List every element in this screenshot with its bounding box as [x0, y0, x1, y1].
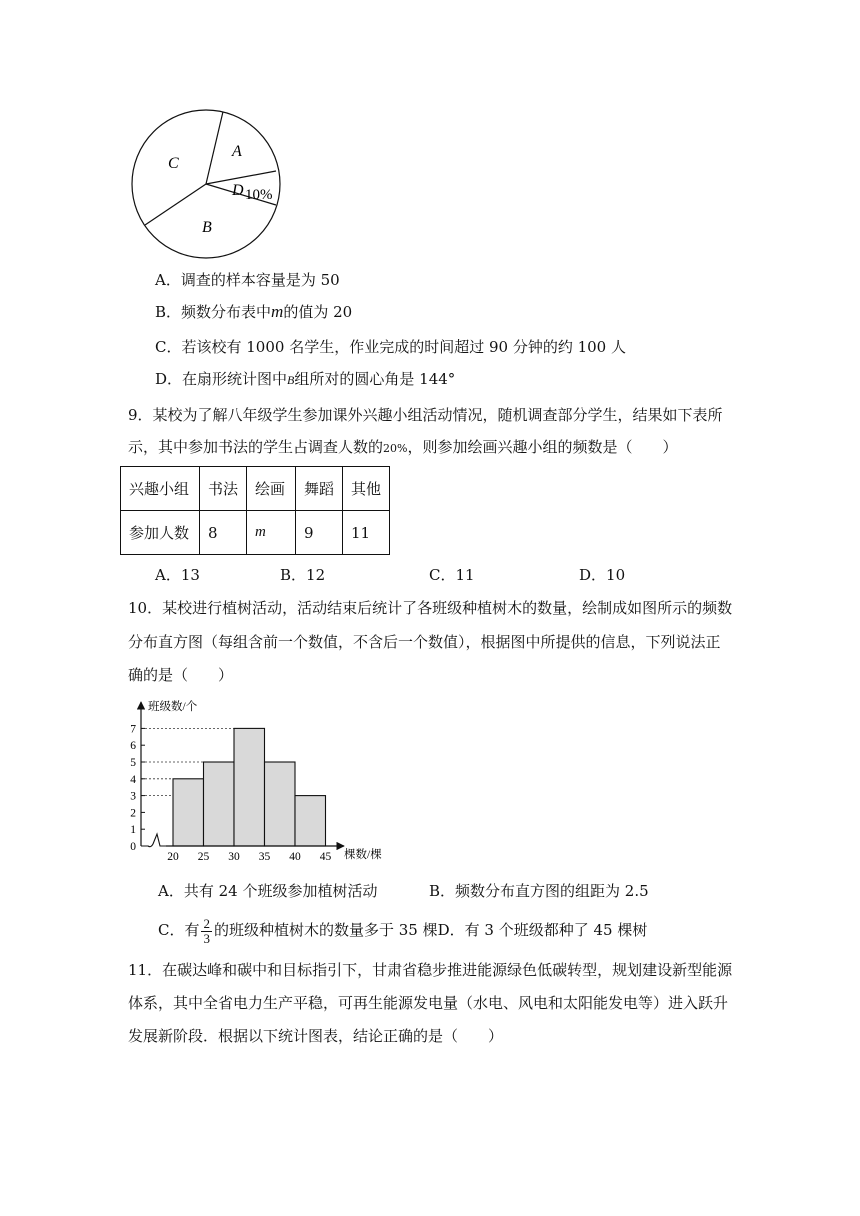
pie-label-a: A: [232, 143, 242, 160]
table-cell: 绘画: [247, 467, 296, 511]
q9-stem-post: ，则参加绘画兴趣小组的频数是（ ）: [407, 438, 678, 456]
q8-option-c: [155, 337, 626, 357]
y-tick-label: 2: [130, 807, 136, 820]
x-axis-label: 棵数/棵: [344, 849, 382, 861]
q8-option-d-var: B: [287, 373, 295, 387]
q10-option-c-pre: C．有: [158, 921, 200, 939]
histogram-bar: [204, 762, 235, 846]
q8-option-d-letter: D．: [155, 370, 183, 388]
table-cell: 11: [343, 511, 390, 555]
table-cell: m: [247, 511, 296, 555]
histogram-chart: [118, 696, 398, 868]
y-tick-label: 3: [130, 790, 136, 803]
table-cell: 兴趣小组: [121, 467, 200, 511]
table-cell: 舞蹈: [296, 467, 343, 511]
y-tick-label: 0: [130, 841, 136, 853]
q8-option-b-post: 的值为 20: [283, 303, 353, 321]
y-tick-label: 4: [130, 773, 136, 786]
q8-option-d-post: 组所对的圆心角是 144°: [294, 370, 456, 388]
q8-option-a: [155, 270, 340, 290]
pie-label-d: D: [232, 182, 244, 199]
x-tick-label: 45: [319, 851, 332, 863]
q9-stem-line1: 9．某校为了解八年级学生参加课外兴趣小组活动情况，随机调查部分学生，结果如下表所: [128, 406, 723, 424]
q8-option-c-letter: C．: [155, 338, 182, 356]
q8-option-c-text: 若该校有 1000 名学生，作业完成的时间超过 90 分钟的约 100 人: [181, 338, 626, 356]
q8-option-b-pre: 频数分布表中: [181, 303, 272, 321]
x-tick-label: 35: [258, 851, 271, 863]
table-cell: 参加人数: [121, 511, 200, 555]
q8-option-b: [155, 302, 352, 322]
q10-stem-line1: 10．某校进行植树活动，活动结束后统计了各班级种植树木的数量，绘制成如图所示的频数: [128, 599, 733, 617]
pie-label-b: B: [202, 219, 212, 236]
table-cell: 其他: [343, 467, 390, 511]
fraction: [201, 917, 212, 946]
q8-option-d-pre: 在扇形统计图中: [182, 370, 288, 388]
q10-option-c-post: 的班级种植树木的数量多于 35 棵: [213, 921, 438, 939]
histogram-bar: [265, 762, 296, 846]
q9-stem-pre: 示，其中参加书法的学生占调查人数的: [128, 438, 384, 456]
q9-option-b: B．12: [280, 566, 326, 584]
table-row: [121, 467, 390, 511]
q11-stem-line3: 发展新阶段．根据以下统计图表，结论正确的是（ ）: [128, 1027, 504, 1045]
q11-stem-line1: 11．在碳达峰和碳中和目标指引下，甘肃省稳步推进能源绿色低碳转型，规划建设新型能源: [128, 961, 733, 979]
axis-break: [141, 834, 166, 847]
q10-stem-line3: 确的是（ ）: [128, 666, 234, 684]
y-tick-label: 5: [130, 757, 136, 769]
x-tick-label: 30: [228, 851, 240, 863]
x-tick-label: 25: [197, 851, 210, 863]
q10-option-c: [158, 914, 647, 946]
histogram-bar: [295, 796, 326, 846]
histogram-bar: [234, 728, 265, 846]
q9-option-d: D．10: [579, 566, 626, 584]
q10-option-d: D．有 3 个班级都种了 45 棵树: [437, 921, 648, 939]
table-cell: 书法: [200, 467, 247, 511]
x-tick-label: 20: [167, 851, 179, 863]
y-axis-label: 班级数/个: [148, 701, 198, 713]
pie-label-c: C: [168, 155, 179, 172]
q10-stem-line2: 分布直方图（每组含前一个数值，不含后一个数值），根据图中所提供的信息，下列说法正: [128, 633, 721, 651]
q8-option-a-letter: A．: [155, 271, 181, 289]
q9-table: [120, 466, 390, 555]
fraction-denominator: 3: [203, 930, 210, 946]
y-tick-label: 6: [130, 740, 136, 753]
q9-option-c: C．11: [429, 566, 475, 584]
q8-option-b-var: m: [271, 302, 284, 321]
q9-stem-pct: 20%: [383, 442, 408, 455]
pie-chart: [128, 106, 286, 262]
x-tick-label: 40: [289, 851, 301, 863]
q10-option-a: A．共有 24 个班级参加植树活动: [158, 882, 378, 900]
fraction-numerator: 2: [203, 915, 210, 931]
table-cell: 9: [296, 511, 343, 555]
y-tick-label: 7: [130, 723, 136, 736]
q9-stem-line2: [128, 437, 677, 459]
q8-option-d: [155, 369, 455, 390]
q11-stem-line2: 体系，其中全省电力生产平稳，可再生能源发电量（水电、风电和太阳能发电等）进入跃升: [128, 994, 729, 1012]
table-row: [121, 511, 390, 555]
q8-option-a-text: 调查的样本容量是为 50: [180, 271, 340, 289]
q10-option-b: B．频数分布直方图的组距为 2.5: [429, 882, 649, 900]
y-tick-label: 1: [130, 824, 136, 837]
table-cell: 8: [200, 511, 247, 555]
q8-option-b-letter: B．: [155, 303, 182, 321]
pie-d-percent: 10%: [245, 187, 273, 203]
q9-option-a: A．13: [155, 566, 200, 584]
histogram-bar: [173, 779, 204, 846]
